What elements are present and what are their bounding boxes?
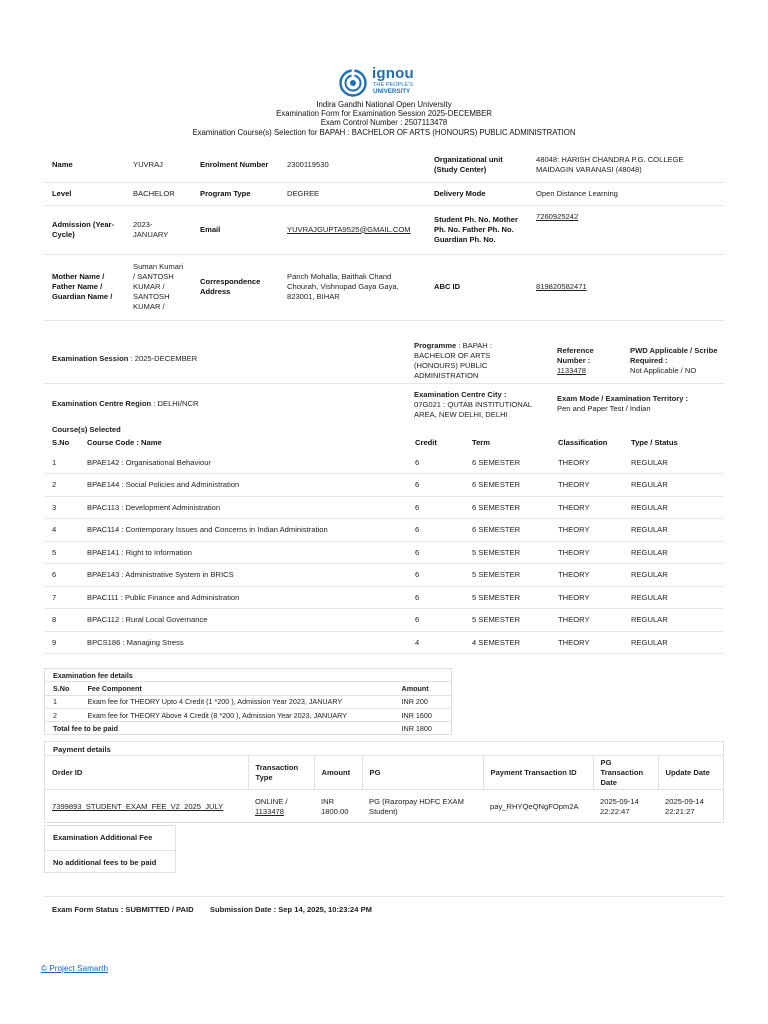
fee-total-label: Total fee to be paid <box>45 722 394 735</box>
logo-tagline-2: UNIVERSITY <box>373 88 411 95</box>
payment-header-pg-transaction-date: PG Transaction Date <box>593 756 658 790</box>
exam-form-status-bar <box>44 896 724 922</box>
course-cell-term: 5 SEMESTER <box>464 609 550 632</box>
reference-label: Reference Number : <box>557 346 594 365</box>
course-cell-classification: THEORY <box>550 451 623 474</box>
payment-header-pg: PG <box>362 756 483 790</box>
payment-header-order-id: Order ID <box>45 756 248 790</box>
txn-type-value: ONLINE / <box>255 796 288 806</box>
exam-session-label: Examination Session <box>52 354 129 363</box>
course-cell-course-code: BPAC114 : Contemporary Issues and Concerns in Indian Administration <box>79 519 407 542</box>
course-cell-sno: 1 <box>44 451 79 474</box>
payment-header-payment-transaction-id: Payment Transaction ID <box>483 756 593 790</box>
payment-table <box>45 755 723 824</box>
fee-cell-sno: 2 <box>45 708 80 721</box>
amount-value: INR 1800.00 <box>321 796 349 816</box>
course-cell-classification: THEORY <box>550 586 623 609</box>
enrolment-label: Enrolment Number <box>192 148 279 182</box>
course-cell-term: 5 SEMESTER <box>464 541 550 564</box>
org-unit-label: Organizational unit (Study Center) <box>426 148 528 182</box>
payment-header-amount: Amount <box>314 756 362 790</box>
name-label: Name <box>44 148 125 182</box>
fee-row <box>45 708 452 721</box>
abc-id-label: ABC ID <box>426 254 528 320</box>
delivery-mode-label: Delivery Mode <box>426 182 528 205</box>
course-cell-type-status: REGULAR <box>623 609 724 632</box>
ignou-emblem-icon <box>338 69 368 97</box>
course-cell-course-code: BPCS186 : Managing Stress <box>79 631 407 654</box>
form-status: Exam Form Status : SUBMITTED / PAID <box>52 905 194 914</box>
fee-cell-amount: INR 200 <box>394 695 452 708</box>
payment-details-box <box>44 741 724 823</box>
fee-row <box>45 695 452 708</box>
course-cell-sno: 4 <box>44 519 79 542</box>
course-cell-type-status: REGULAR <box>623 451 724 474</box>
course-cell-classification: THEORY <box>550 474 623 497</box>
programme-label: Programme <box>414 341 457 350</box>
student-profile-table <box>44 148 724 321</box>
exam-centre-row <box>44 385 724 421</box>
course-cell-course-code: BPAE144 : Social Policies and Administration <box>79 474 407 497</box>
course-cell-classification: THEORY <box>550 564 623 587</box>
exam-control-number: Exam Control Number : 2507113478 <box>320 118 448 127</box>
course-cell-type-status: REGULAR <box>623 519 724 542</box>
course-header-course-code: Course Code : Name <box>87 438 162 447</box>
pg-date-value: 2025-09-14 22:22:47 <box>600 796 639 816</box>
courses-table <box>44 436 724 654</box>
course-cell-type-status: REGULAR <box>623 496 724 519</box>
additional-fee-box <box>44 825 176 873</box>
course-cell-term: 6 SEMESTER <box>464 474 550 497</box>
course-cell-term: 6 SEMESTER <box>464 451 550 474</box>
course-header-sno: S.No <box>52 438 70 447</box>
course-cell-classification: THEORY <box>550 609 623 632</box>
course-cell-sno: 2 <box>44 474 79 497</box>
logo-wordmark: ignou <box>372 65 414 82</box>
course-row <box>44 586 724 609</box>
fee-cell-fee-component: Exam fee for THEORY Above 4 Credit (8 *200 ), Admission Year 2023, JANUARY <box>79 708 393 721</box>
payment-title: Payment details <box>53 745 111 754</box>
course-cell-term: 5 SEMESTER <box>464 564 550 587</box>
additional-fee-text: No additional fees to be paid <box>45 850 175 874</box>
course-cell-classification: THEORY <box>550 631 623 654</box>
course-cell-credit: 6 <box>407 474 464 497</box>
course-row <box>44 451 724 474</box>
fee-cell-fee-component: Exam fee for THEORY Upto 4 Credit (1 *200 ), Admission Year 2023, JANUARY <box>79 695 393 708</box>
course-cell-credit: 6 <box>407 451 464 474</box>
course-header-term: Term <box>472 438 491 447</box>
course-cell-credit: 6 <box>407 519 464 542</box>
course-cell-credit: 6 <box>407 586 464 609</box>
course-cell-course-code: BPAE142 : Organisational Behaviour <box>79 451 407 474</box>
exam-mode-label: Exam Mode / Examination Territory : <box>557 394 689 403</box>
program-type-label: Program Type <box>192 182 279 205</box>
course-cell-sno: 6 <box>44 564 79 587</box>
course-cell-course-code: BPAE143 : Administrative System in BRICS <box>79 564 407 587</box>
course-cell-sno: 5 <box>44 541 79 564</box>
guardian-label: Mother Name / Father Name / Guardian Name / <box>44 254 125 320</box>
region-value: : DELHI/NCR <box>153 399 199 408</box>
level-value: BACHELOR <box>125 182 192 205</box>
update-date-value: 2025-09-14 22:21:27 <box>665 796 704 816</box>
txn-ref-value[interactable]: 1133478 <box>255 806 284 816</box>
txn-id-value: pay_RHYQeQNgFOpm2A <box>490 801 579 811</box>
courses-title: Course(s) Selected <box>52 425 121 434</box>
fee-cell-sno: 1 <box>45 695 80 708</box>
course-cell-type-status: REGULAR <box>623 586 724 609</box>
course-cell-sno: 8 <box>44 609 79 632</box>
ignou-logo <box>338 65 438 98</box>
course-row <box>44 496 724 519</box>
program-type-value: DEGREE <box>279 182 426 205</box>
course-row <box>44 519 724 542</box>
city-label: Examination Centre City : <box>414 390 507 399</box>
course-cell-credit: 4 <box>407 631 464 654</box>
payment-header-transaction-type: Transaction Type <box>248 756 314 790</box>
course-cell-type-status: REGULAR <box>623 541 724 564</box>
form-title: Examination Form for Examination Session 2025-DECEMBER <box>276 109 492 118</box>
exam-session-row <box>44 336 724 384</box>
course-header-credit: Credit <box>415 438 437 447</box>
name-value: YUVRAJ <box>125 148 192 182</box>
course-cell-course-code: BPAC111 : Public Finance and Administration <box>79 586 407 609</box>
phone-label: Student Ph. No. Mother Ph. No. Father Ph. No. Guardian Ph. No. <box>426 205 528 254</box>
org-unit-value: 48048: HARISH CHANDRA P.G. COLLEGE MAIDAGIN VARANASI (48048) <box>528 148 724 182</box>
pg-value: PG (Razorpay HDFC EXAM Student) <box>369 796 464 816</box>
course-cell-credit: 6 <box>407 564 464 587</box>
course-row <box>44 609 724 632</box>
submission-date: Submission Date : Sep 14, 2025, 10:23:24 PM <box>209 905 372 914</box>
course-cell-term: 6 SEMESTER <box>464 496 550 519</box>
level-label: Level <box>44 182 125 205</box>
course-cell-term: 5 SEMESTER <box>464 586 550 609</box>
delivery-mode-value: Open Distance Learning <box>528 182 724 205</box>
reference-value[interactable]: 1133478 <box>557 366 586 375</box>
course-cell-classification: THEORY <box>550 541 623 564</box>
order-id-value[interactable]: 7399893_STUDENT_EXAM_FEE_V2_2025_JULY <box>52 801 224 811</box>
fee-table <box>44 668 452 735</box>
course-cell-course-code: BPAC113 : Development Administration <box>79 496 407 519</box>
course-row <box>44 564 724 587</box>
course-cell-term: 4 SEMESTER <box>464 631 550 654</box>
email-value[interactable]: YUVRAJGUPTA9525@GMAIL.COM <box>287 224 411 234</box>
address-value: Panch Mohalla, Baithak Chand Chourah, Vishnupad Gaya Gaya, 823001, BIHAR <box>279 254 426 320</box>
course-cell-credit: 6 <box>407 609 464 632</box>
exam-mode-value: Pen and Paper Test / Indian <box>557 404 651 413</box>
phone-value[interactable]: 7260925242 <box>536 211 579 221</box>
course-row <box>44 631 724 654</box>
project-samarth-link[interactable]: © Project Samarth <box>41 964 109 973</box>
course-cell-classification: THEORY <box>550 519 623 542</box>
email-label: Email <box>192 205 279 254</box>
additional-fee-title: Examination Additional Fee <box>53 833 153 842</box>
address-label: Correspondence Address <box>192 254 279 320</box>
course-cell-sno: 3 <box>44 496 79 519</box>
fee-cell-amount: INR 1600 <box>394 708 452 721</box>
course-row <box>44 541 724 564</box>
guardian-value: Suman Kumari / SANTOSH KUMAR / SANTOSH KUMAR / <box>125 254 192 320</box>
admission-label: Admission (Year-Cycle) <box>44 205 125 254</box>
course-cell-course-code: BPAE141 : Right to Information <box>79 541 407 564</box>
fee-title: Examination fee details <box>45 669 452 682</box>
admission-value: 2023-JANUARY <box>125 205 192 254</box>
course-cell-type-status: REGULAR <box>623 631 724 654</box>
city-value: 07G021 : QUTAB INSTITUTIONAL AREA, NEW DELHI, DELHI <box>414 400 532 419</box>
course-cell-type-status: REGULAR <box>623 474 724 497</box>
programme-value: : BAPAH : BACHELOR OF ARTS (HONOURS) PUBLIC ADMINISTRATION <box>414 341 492 380</box>
university-name: Indira Gandhi National Open University <box>316 100 452 109</box>
exam-session-value: : 2025-DECEMBER <box>130 354 198 363</box>
course-cell-course-code: BPAC112 : Rural Local Governance <box>79 609 407 632</box>
course-cell-type-status: REGULAR <box>623 564 724 587</box>
course-cell-term: 6 SEMESTER <box>464 519 550 542</box>
fee-total-value: INR 1800 <box>394 722 452 735</box>
course-cell-sno: 7 <box>44 586 79 609</box>
pwd-value: Not Applicable / NO <box>630 366 697 375</box>
logo-tagline-1: THE PEOPLE'S <box>373 82 413 88</box>
pwd-label: PWD Applicable / Scribe Required : <box>630 346 718 365</box>
course-cell-credit: 6 <box>407 541 464 564</box>
course-header-type-status: Type / Status <box>631 438 678 447</box>
fee-header-amount: Amount <box>394 682 452 695</box>
abc-id-value[interactable]: 819820582471 <box>536 282 587 291</box>
course-cell-sno: 9 <box>44 631 79 654</box>
course-cell-classification: THEORY <box>550 496 623 519</box>
enrolment-value: 2300119530 <box>279 148 426 182</box>
fee-header-sno: S.No <box>45 682 80 695</box>
course-cell-credit: 6 <box>407 496 464 519</box>
course-selection-title: Examination Course(s) Selection for BAPAH : BACHELOR OF ARTS (HONOURS) PUBLIC ADMINISTRATION <box>192 128 576 137</box>
course-header-classification: Classification <box>558 438 608 447</box>
region-label: Examination Centre Region <box>52 399 152 408</box>
course-row <box>44 474 724 497</box>
payment-header-update-date: Update Date <box>658 756 723 790</box>
fee-header-fee-component: Fee Component <box>79 682 393 695</box>
